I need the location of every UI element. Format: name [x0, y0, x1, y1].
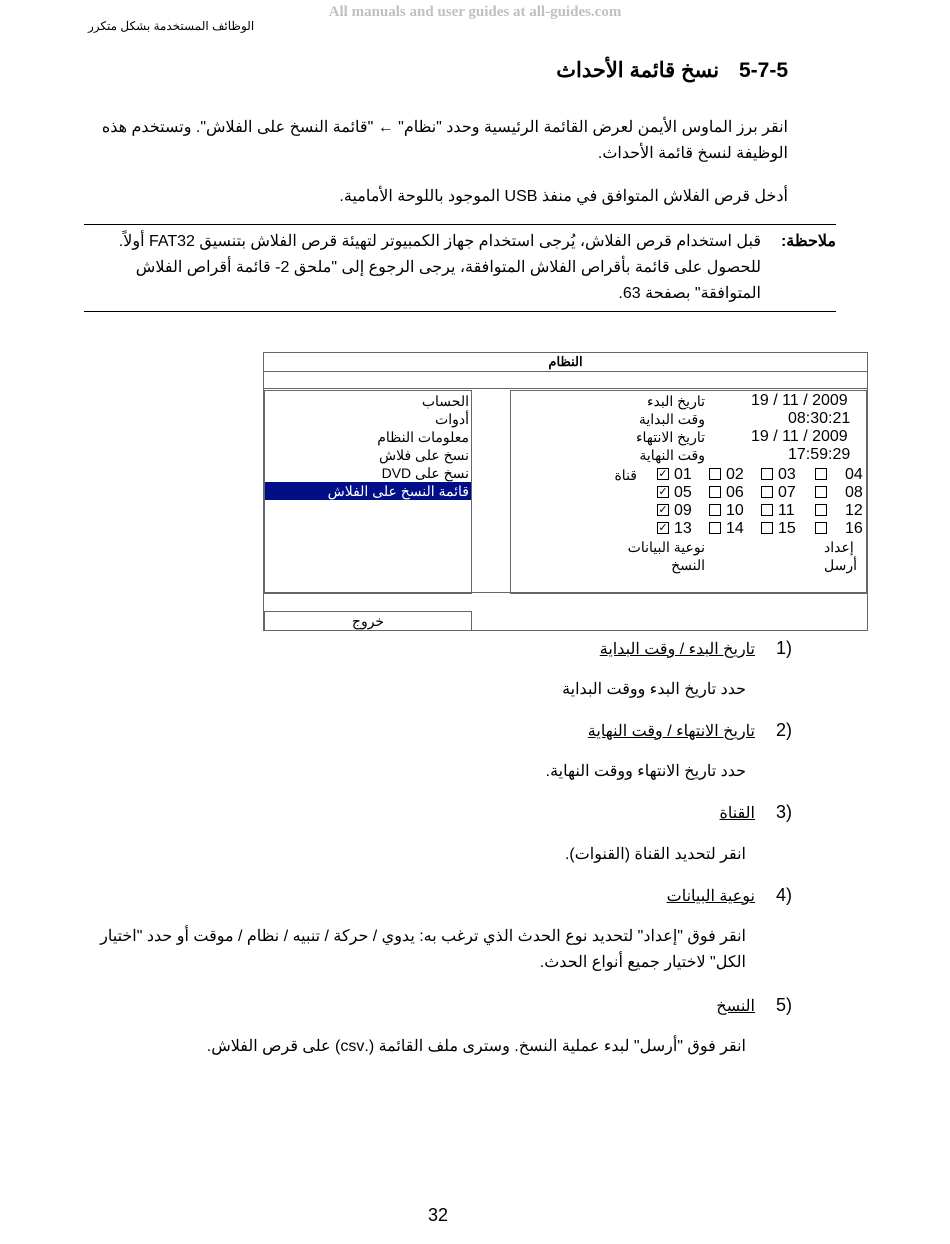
- channel-12-checkbox[interactable]: [815, 502, 863, 520]
- unchecked-box-icon: [815, 522, 827, 534]
- channel-number: 09: [674, 502, 692, 519]
- channel-13-checkbox[interactable]: [657, 520, 692, 538]
- checked-box-icon: ✓: [658, 467, 668, 480]
- start-time-label: وقت البداية: [638, 411, 705, 427]
- menu-item-account[interactable]: الحساب: [421, 393, 469, 409]
- channel-number: 06: [726, 484, 744, 501]
- checked-box-icon: ✓: [658, 521, 668, 534]
- section-title-text: نسخ قائمة الأحداث: [556, 59, 720, 82]
- unchecked-box-icon: [761, 522, 773, 534]
- channel-05-checkbox[interactable]: [657, 484, 692, 502]
- menu-item-tools[interactable]: أدوات: [435, 411, 469, 427]
- start-date-label: تاريخ البدء: [646, 393, 705, 409]
- dialog-title: النظام: [264, 353, 867, 372]
- section-number: 5-7-5: [738, 59, 788, 82]
- channel-number: 04: [845, 466, 863, 483]
- step-heading: النسخ: [716, 998, 755, 1015]
- step-number: 4): [776, 885, 793, 905]
- unchecked-box-icon: [815, 486, 827, 498]
- data-type-label: نوعية البيانات: [627, 539, 705, 555]
- channel-10-checkbox[interactable]: [709, 502, 744, 520]
- intro-paragraph-1: انقر برز الماوس الأيمن لعرض القائمة الرئيسية وحدد "نظام" ← "قائمة النسخ على الفلاش". وتستخدم هذه الوظيفة لنسخ قائمة الأحداث.: [101, 119, 788, 162]
- note-label: ملاحظة:: [780, 233, 836, 250]
- unchecked-box-icon: [709, 468, 721, 480]
- channel-number: 15: [778, 520, 796, 537]
- end-date-label: تاريخ الانتهاء: [635, 429, 705, 445]
- unchecked-box-icon: [761, 468, 773, 480]
- start-date-value[interactable]: 19 / 11 / 2009: [751, 392, 848, 409]
- channel-number: 13: [674, 520, 692, 537]
- channel-04-checkbox[interactable]: [815, 466, 863, 484]
- step-description: انقر لتحديد القناة (القنوات).: [564, 846, 746, 863]
- channel-number: 05: [674, 484, 692, 501]
- divider: [264, 388, 867, 389]
- copy-label: النسخ: [671, 557, 705, 573]
- menu-item-system-info[interactable]: معلومات النظام: [377, 429, 469, 445]
- step-number: 5): [776, 995, 793, 1015]
- channel-number: 11: [778, 502, 795, 519]
- channel-07-checkbox[interactable]: [761, 484, 796, 502]
- running-header: الوظائف المستخدمة بشكل متكرر: [88, 19, 255, 33]
- intro-paragraph-2: أدخل قرص الفلاش المتوافق في منفذ USB الموجود باللوحة الأمامية.: [339, 188, 788, 205]
- step-number: 3): [776, 802, 793, 822]
- channel-number: 08: [845, 484, 863, 501]
- watermark: All manuals and user guides at all-guides.com: [328, 4, 622, 20]
- channel-label: قناة: [614, 467, 637, 483]
- channel-02-checkbox[interactable]: [709, 466, 744, 484]
- unchecked-box-icon: [815, 504, 827, 516]
- end-time-label: وقت النهاية: [639, 447, 705, 463]
- channel-number: 10: [726, 502, 744, 519]
- channel-number: 01: [674, 466, 692, 483]
- channel-16-checkbox[interactable]: [815, 520, 863, 538]
- note-text: قبل استخدام قرص الفلاش، يُرجى استخدام جهاز الكمبيوتر لتهيئة قرص الفلاش بتنسيق FAT32 أولاً. للحصول على قائمة بأقراص الفلاش المتوافقة، يرجى الرجوع إلى "ملحق 2- قائمة أقراص الفلاش المتوافقة" بصفحة 63.: [118, 233, 761, 302]
- menu-item-flash-event-list[interactable]: قائمة النسخ على الفلاش: [265, 482, 471, 500]
- step-heading: تاريخ الانتهاء / وقت النهاية: [587, 723, 755, 740]
- step-description: حدد تاريخ الانتهاء ووقت النهاية.: [545, 763, 746, 780]
- unchecked-box-icon: [709, 486, 721, 498]
- section-title: [556, 58, 788, 83]
- unchecked-box-icon: [815, 468, 827, 480]
- channel-06-checkbox[interactable]: [709, 484, 744, 502]
- start-time-value[interactable]: 08:30:21: [788, 410, 851, 427]
- menu-item-dvd-backup[interactable]: نسخ على DVD: [381, 465, 469, 481]
- step-heading: تاريخ البدء / وقت البداية: [599, 641, 755, 658]
- channel-number: 12: [845, 502, 863, 519]
- channel-number: 16: [845, 520, 863, 537]
- unchecked-box-icon: [709, 504, 721, 516]
- page-number: 32: [427, 1205, 449, 1225]
- checked-box-icon: ✓: [658, 485, 668, 498]
- step-description: انقر فوق "أرسل" لبدء عملية النسخ. وسترى ملف القائمة (.csv) على قرص الفلاش.: [206, 1038, 746, 1055]
- system-dialog: [263, 352, 868, 631]
- channel-number: 07: [778, 484, 796, 501]
- channel-01-checkbox[interactable]: [657, 466, 692, 484]
- divider: [264, 592, 867, 593]
- unchecked-box-icon: [709, 522, 721, 534]
- step-number: 2): [776, 720, 793, 740]
- channel-11-checkbox[interactable]: [761, 502, 795, 520]
- data-type-setup-button[interactable]: إعداد: [824, 539, 854, 555]
- note-box: [84, 224, 836, 312]
- unchecked-box-icon: [761, 486, 773, 498]
- channel-number: 03: [778, 466, 796, 483]
- checked-box-icon: ✓: [658, 503, 668, 516]
- event-list-form: [510, 390, 867, 594]
- channel-15-checkbox[interactable]: [761, 520, 796, 538]
- channel-14-checkbox[interactable]: [709, 520, 744, 538]
- channel-08-checkbox[interactable]: [815, 484, 863, 502]
- channel-number: 02: [726, 466, 744, 483]
- end-date-value[interactable]: 19 / 11 / 2009: [751, 428, 848, 445]
- step-number: 1): [776, 638, 793, 658]
- channel-09-checkbox[interactable]: [657, 502, 692, 520]
- menu-item-flash-backup[interactable]: نسخ على فلاش: [379, 447, 469, 463]
- unchecked-box-icon: [761, 504, 773, 516]
- channel-03-checkbox[interactable]: [761, 466, 796, 484]
- end-time-value[interactable]: 17:59:29: [788, 446, 851, 463]
- exit-button[interactable]: خروج: [264, 611, 472, 631]
- step-description: انقر فوق "إعداد" لتحديد نوع الحدث الذي ترغب به: يدوي / حركة / تنبيه / نظام / موقت أو حدد "اختيار الكل" لاختيار جميع أنواع الحدث.: [100, 928, 746, 971]
- step-heading: نوعية البيانات: [666, 888, 755, 905]
- step-heading: القناة: [719, 805, 755, 822]
- channel-number: 14: [726, 520, 744, 537]
- step-description: حدد تاريخ البدء ووقت البداية: [562, 681, 746, 698]
- copy-send-button[interactable]: أرسل: [824, 557, 857, 573]
- system-menu: [264, 390, 472, 594]
